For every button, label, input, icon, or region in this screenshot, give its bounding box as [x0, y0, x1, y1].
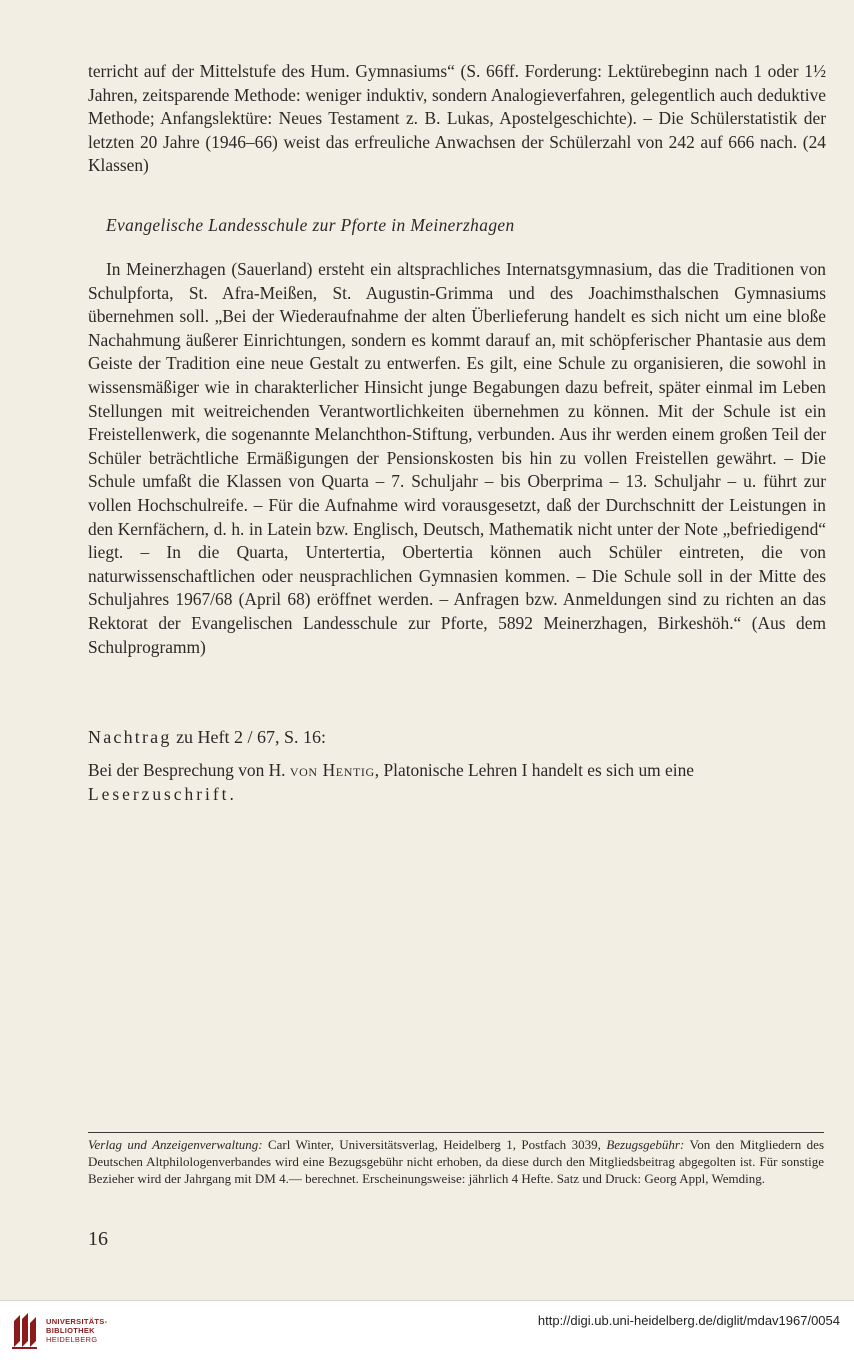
nachtrag-text-mid: , Platonische Lehren I handelt es sich um eine — [374, 760, 695, 780]
library-name — [46, 1317, 107, 1344]
verlag-text: Carl Winter, Universitätsverlag, Heidelberg 1, Postfach 3039, — [262, 1137, 607, 1152]
author-name: von Hentig — [289, 760, 375, 780]
source-url-link[interactable]: http://digi.ub.uni-heidelberg.de/diglit/mdav1967/0054 — [537, 1313, 840, 1328]
nachtrag-ref: zu Heft 2 / 67, S. 16: — [176, 727, 327, 747]
verlag-label: Verlag und Anzeigenverwaltung: — [88, 1137, 263, 1152]
section-heading: Evangelische Landesschule zur Pforte in Meinerzhagen — [106, 215, 515, 235]
nachtrag-text-start: Bei der Besprechung von H. — [88, 760, 290, 780]
bezug-text: Von den Mitgliedern des Deutschen Altphilologenverbandes wird eine Bezugsgebühr nicht erhoben, da diese durch den Mitgliedsbeitrag abgegolten ist. Für sonstige Bezieher wird der Jahrgang mit DM 4.— berechnet. Erscheinungsweise: jährlich 4 Hefte. Satz und Druck: Georg Appl, Wemding. — [88, 1137, 824, 1187]
bezug-label: Bezugsgebühr: — [606, 1137, 685, 1152]
nachtrag-text-end: Leserzuschrift. — [88, 783, 237, 804]
library-line-1: UNIVERSITÄTS- — [46, 1317, 108, 1326]
nachtrag-label: Nachtrag — [88, 727, 172, 747]
nachtrag-heading — [88, 727, 326, 748]
digitization-bar — [0, 1300, 854, 1365]
library-line-3: HEIDELBERG — [46, 1335, 98, 1344]
paragraph-nachtrag — [88, 759, 826, 806]
page-number: 16 — [88, 1228, 108, 1250]
paragraph-landesschule: In Meinerzhagen (Sauerland) ersteht ein altsprachliches Internatsgymnasium, das die Traditionen von Schulpforta, St. Afra-Meißen, St. Augustin-Grimma und des Joachimsthalschen Gymnasiums übernehmen soll. „Bei der Wiederaufnahme der alten Überlieferung handelt es sich nicht um eine bloße Nachahmung äußerer Einrichtungen, sondern es kommt darauf an, mit schöpferischer Phantasie aus dem Geiste der Tradition eine neue Gestalt zu entwerfen. Es gilt, eine Schule zu organisieren, die sowohl in wissensmäßiger wie in charakterlicher Hinsicht junge Begabungen dazu befreit, später einmal im Leben Stellungen mit weitreichenden Verantwortlichkeiten übernehmen zu können. Mit der Schule ist ein Freistellenwerk, die sogenannte Melanchthon-Stiftung, verbunden. Aus ihr werden einem großen Teil der Schüler beträchtliche Ermäßigungen der Pensionskosten bis hin zu vollen Freistellen gewährt. – Die Schule umfaßt die Klassen von Quarta – 7. Schuljahr – bis Oberprima – 13. Schuljahr – u. führt zur vollen Hochschulreife. – Für die Aufnahme wird vorausgesetzt, daß der Durchschnitt der Leistungen in den Kernfächern, d. h. in Latein bzw. Englisch, Deutsch, Mathematik nicht unter der Note „befriedigend“ liegt. – In die Quarta, Untertertia, Obertertia können auch Schüler eintreten, die von naturwissenschaftlichen oder neusprachlichen Gymnasien kommen. – Die Schule soll in der Mitte des Schuljahres 1967/68 (April 68) eröffnet werden. – Anfragen bzw. Anmeldungen sind zu richten an das Rektorat der Evangelischen Landesschule zur Pforte, 5892 Meinerzhagen, Birkeshöh.“ (Aus dem Schulprogramm) — [88, 259, 826, 657]
library-line-2: BIBLIOTHEK — [46, 1326, 95, 1335]
footer-rule — [88, 1132, 824, 1133]
paragraph-intro: terricht auf der Mittelstufe des Hum. Gymnasiums“ (S. 66ff. Forderung: Lektürebeginn nach 1 oder 1½ Jahren, zeitsparende Methode: weniger induktiv, sondern Analogieverfahren, gelegentlich auch deduktive Methode; Anfangslektüre: Neues Testament z. B. Lukas, Apostelgeschichte). – Die Schülerstatistik der letzten 20 Jahre (1946–66) weist das erfreuliche Anwachsen der Schülerzahl von 242 auf 666 nach. (24 Klassen) — [88, 61, 826, 176]
publisher-footer — [88, 1136, 824, 1188]
library-logo-icon — [10, 1311, 38, 1351]
